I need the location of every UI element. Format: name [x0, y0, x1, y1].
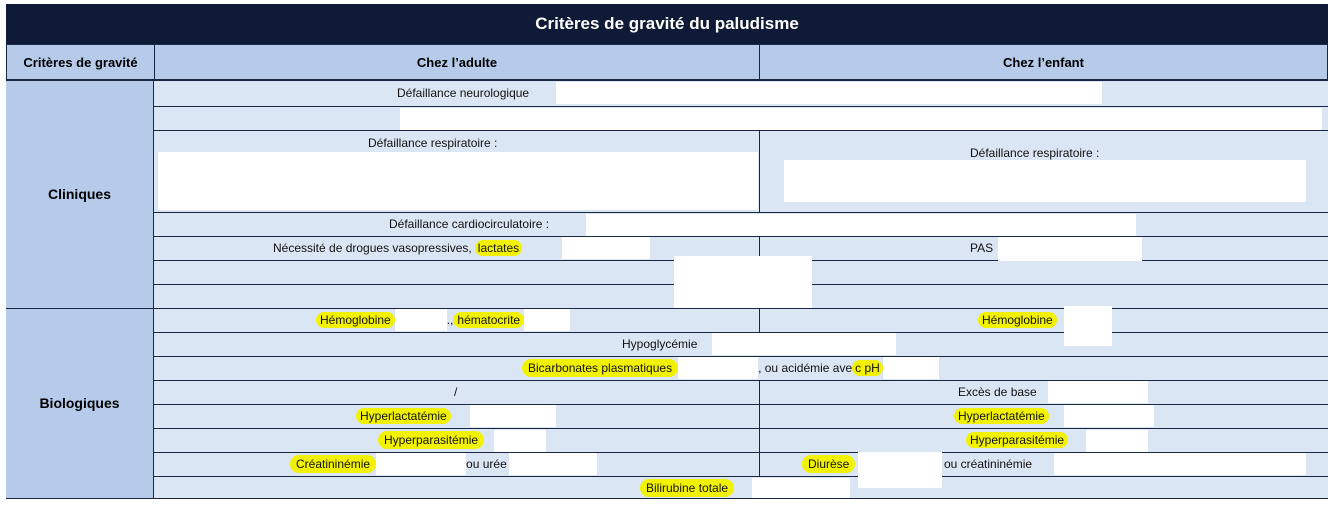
highlight-hyperparasitemie-child: Hyperparasitémie: [966, 432, 1068, 448]
redacted-box: [562, 237, 650, 259]
redacted-box: [1086, 430, 1148, 452]
redacted-box: [556, 82, 1102, 104]
redacted-box: [1054, 453, 1306, 475]
cell-vasopressors: [273, 238, 522, 258]
redacted-box: [400, 108, 1322, 130]
cell-neuro: Défaillance neurologique: [397, 86, 530, 100]
divider: [6, 308, 1328, 309]
cell-diuresis-child: [802, 454, 855, 474]
redacted-box: [883, 357, 939, 379]
header-criteria: Critères de gravité: [6, 44, 155, 80]
redacted-box: [158, 152, 758, 210]
ou-uree-text: ou urée: [466, 457, 507, 471]
header-adult: Chez l’adulte: [154, 44, 760, 80]
redacted-box: [524, 309, 570, 331]
redacted-box: [509, 453, 597, 475]
divider: [154, 212, 1328, 213]
divider: [154, 236, 1328, 237]
column-divider: [759, 130, 760, 212]
column-divider: [759, 308, 760, 332]
divider: [154, 428, 1328, 429]
redacted-box: [494, 430, 546, 452]
highlight-bicarbonates: Bicarbonates plasmatiques: [522, 359, 678, 377]
highlight-hematocrite: hématocrite: [453, 312, 524, 328]
divider: [154, 106, 1328, 107]
cell-hypoglycemia: Hypoglycémie: [622, 337, 698, 351]
redacted-box: [395, 309, 447, 331]
highlight-hemoglobine: Hémoglobine: [316, 312, 395, 328]
cell-cardio: Défaillance cardiocirculatoire :: [389, 217, 550, 231]
redacted-box: [376, 453, 466, 475]
divider: [6, 498, 1328, 499]
vaso-text: Nécessité de drogues vasopressives,: [273, 241, 472, 255]
highlight-hemoglobine-child: Hémoglobine: [978, 312, 1057, 328]
highlight-ph: c pH: [852, 360, 883, 376]
cell-creatinine-adult: [290, 454, 597, 474]
column-divider: [759, 380, 760, 476]
cell-hyperlactatemia-child: [954, 406, 1049, 426]
redacted-box: [586, 214, 1136, 236]
highlight-hyperparasitemie: Hyperparasitémie: [378, 431, 484, 449]
divider: [154, 380, 1328, 381]
cell-creatinine-child: ou créatininémie: [944, 457, 1033, 471]
redacted-box: [678, 357, 758, 379]
redacted-box: [712, 333, 896, 355]
divider: [154, 476, 1328, 477]
cell-slash: /: [454, 385, 458, 399]
redacted-box: [1064, 405, 1154, 427]
divider: [154, 130, 1328, 131]
cell-hemoglobin-adult: [316, 310, 570, 330]
redacted-box: [784, 160, 1306, 202]
cell-pas: PAS: [970, 241, 994, 255]
cell-hemoglobin-child: [978, 310, 1057, 330]
cell-resp-child: Défaillance respiratoire :: [970, 146, 1100, 160]
header-child: Chez l’enfant: [759, 44, 1328, 80]
highlight-bilirubine: Bilirubine totale: [640, 479, 734, 497]
hemo-sep: .,: [446, 313, 454, 327]
divider: [6, 80, 1328, 81]
redacted-box: [674, 256, 812, 308]
cell-bicarbonates: [522, 358, 939, 378]
cell-bilirubin: [640, 478, 734, 498]
table-title: Critères de gravité du paludisme: [6, 4, 1328, 44]
redacted-box: [998, 237, 1142, 261]
redacted-box: [1064, 306, 1112, 346]
redacted-box: [470, 405, 556, 427]
highlight-diurese: Diurèse: [802, 455, 855, 473]
highlight-lactates: lactates: [475, 240, 522, 256]
redacted-box: [858, 452, 942, 488]
cell-resp-adult: Défaillance respiratoire :: [368, 136, 498, 150]
highlight-hyperlactatemie-child: Hyperlactatémie: [954, 408, 1049, 424]
category-biological: Biologiques: [6, 308, 154, 498]
redacted-box: [1048, 381, 1148, 403]
highlight-hyperlactatemie: Hyperlactatémie: [356, 408, 451, 424]
cell-hyperparasitemia-adult: [378, 430, 484, 450]
highlight-creatininemie: Créatininémie: [290, 455, 376, 473]
cell-hyperlactatemia-adult: [356, 406, 451, 426]
category-clinical: Cliniques: [6, 80, 154, 308]
redacted-box: [752, 478, 850, 498]
cell-base-excess: Excès de base: [958, 385, 1037, 399]
cell-hyperparasitemia-child: [966, 430, 1068, 450]
acidemie-text: , ou acidémie ave: [758, 361, 853, 375]
